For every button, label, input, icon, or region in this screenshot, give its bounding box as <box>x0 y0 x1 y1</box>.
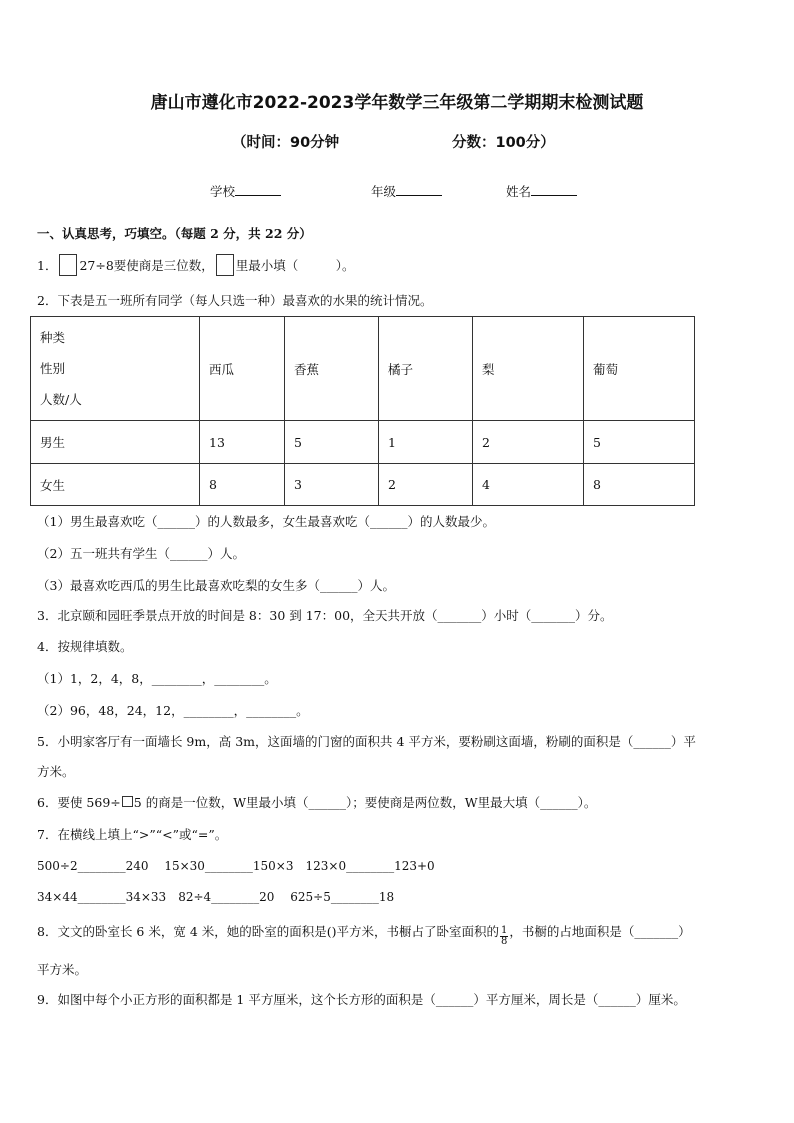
table-cell: 8 <box>200 464 285 506</box>
row-label: 女生 <box>31 464 200 506</box>
question-5-line-1: 5．小明家客厅有一面墙长 9m，高 3m，这面墙的门窗的面积共 4 平方米，要粉刷这面墙，粉刷的面积是（______）平 <box>37 734 696 749</box>
school-blank <box>235 182 281 196</box>
school-field <box>210 182 281 200</box>
q2-sub-2: （2）五一班共有学生（______）人。 <box>37 546 245 561</box>
fraction-denominator: 8 <box>501 936 508 947</box>
question-5-line-2: 方米。 <box>37 764 75 779</box>
table-cell: 3 <box>285 464 379 506</box>
fruit-header: 西瓜 <box>200 317 285 421</box>
fraction <box>500 926 508 947</box>
name-label: 姓名 <box>506 184 532 199</box>
exam-score: 分数：100分） <box>452 135 555 151</box>
q1-text-a: 27÷8要使商是三位数， <box>79 258 214 273</box>
corner-count: 人数/人 <box>40 392 82 407</box>
table-cell: 5 <box>584 421 695 464</box>
grade-label: 年级 <box>371 184 397 199</box>
fruit-stats-table <box>30 316 695 506</box>
corner-category: 种类 <box>40 330 66 345</box>
table-row <box>31 464 695 506</box>
table-cell: 13 <box>200 421 285 464</box>
section-heading: 一、认真思考，巧填空。（每题 2 分，共 22 分） <box>37 226 312 241</box>
name-field <box>506 182 577 200</box>
q4-sub-2: （2）96，48，24，12，________，________。 <box>37 703 309 718</box>
fruit-header: 香蕉 <box>285 317 379 421</box>
q7-row-2: 34×44________34×33 82÷4________20 625÷5________18 <box>37 890 395 904</box>
table-cell: 8 <box>584 464 695 506</box>
school-label: 学校 <box>210 184 236 199</box>
name-blank <box>531 182 577 196</box>
q1-number: 1． <box>37 258 58 273</box>
question-3: 3．北京颐和园旺季景点开放的时间是 8：30 到 17：00，全天共开放（_______）小时（_______）分。 <box>37 608 613 623</box>
page-title: 唐山市遵化市2022-2023学年数学三年级第二学期期末检测试题 <box>150 93 644 113</box>
q7-row-1: 500÷2________240 15×30________150×3 123×0________123+0 <box>37 859 435 873</box>
question-1 <box>37 254 355 276</box>
table-row <box>31 421 695 464</box>
table-cell: 1 <box>379 421 473 464</box>
question-2-intro: 2．下表是五一班所有同学（每人只选一种）最喜欢的水果的统计情况。 <box>37 293 433 308</box>
fruit-header: 梨 <box>473 317 584 421</box>
table-cell: 5 <box>285 421 379 464</box>
q2-sub-1: （1）男生最喜欢吃（______）的人数最多，女生最喜欢吃（______）的人数最少。 <box>37 514 495 529</box>
answer-box <box>216 254 234 276</box>
q2-sub-3: （3）最喜欢吃西瓜的男生比最喜欢吃梨的女生多（______）人。 <box>37 578 395 593</box>
table-cell: 4 <box>473 464 584 506</box>
question-8-line-1 <box>37 922 691 947</box>
table-corner-cell <box>31 317 200 421</box>
row-label: 男生 <box>31 421 200 464</box>
corner-gender: 性别 <box>40 361 66 376</box>
exam-time: （时间：90分钟 <box>232 135 340 151</box>
question-7-intro: 7．在横线上填上“>”“<”或“=”。 <box>37 827 228 842</box>
q1-text-b: 里最小填（ ）。 <box>235 258 355 273</box>
table-cell: 2 <box>473 421 584 464</box>
question-4-intro: 4．按规律填数。 <box>37 639 133 654</box>
q8-text-a: 8．文文的卧室长 6 米，宽 4 米，她的卧室的面积是()平方米，书橱占了卧室面积的 <box>37 924 500 939</box>
table-cell: 2 <box>379 464 473 506</box>
question-8-line-2: 平方米。 <box>37 962 88 977</box>
q6-text-a: 6．要使 569÷ <box>37 795 121 810</box>
grade-field <box>371 182 442 200</box>
question-6 <box>37 793 596 811</box>
q4-sub-1: （1）1，2，4，8，________，________。 <box>37 671 277 686</box>
grade-blank <box>396 182 442 196</box>
table-header-row <box>31 317 695 421</box>
question-9: 9．如图中每个小正方形的面积都是 1 平方厘米，这个长方形的面积是（______）平方厘米，周长是（______）厘米。 <box>37 992 686 1007</box>
q6-text-b: 5 的商是一位数，W里最小填（______）；要使商是两位数，W里最大填（______）。 <box>133 795 597 810</box>
q8-text-b: ，书橱的占地面积是（_______） <box>509 924 691 939</box>
answer-box <box>122 796 133 807</box>
fruit-header: 橘子 <box>379 317 473 421</box>
fruit-header: 葡萄 <box>584 317 695 421</box>
answer-box <box>59 254 77 276</box>
fraction-numerator: 1 <box>501 925 508 936</box>
